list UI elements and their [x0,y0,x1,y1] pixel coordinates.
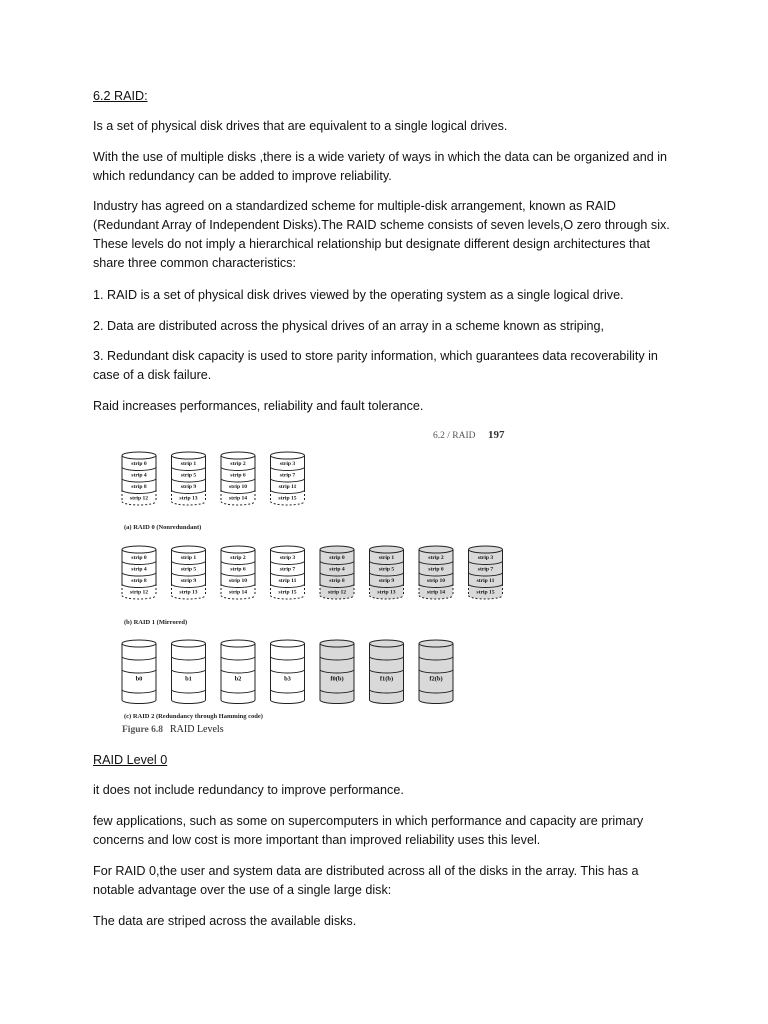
disk-top [320,546,354,553]
disk-top [320,640,354,647]
disk-top [221,452,255,459]
raid0-disk [122,452,156,505]
strip-label: strip 14 [426,589,446,596]
paragraph-applications: few applications, such as some on supercomputers in which performance and capacity are primary concerns and low cost is more important than improved reliability uses this level. [93,814,644,847]
section-heading-raid-level-0: RAID Level 0 [93,753,168,767]
disk-body [320,644,354,704]
raid0-disk [271,452,305,505]
raid2-disk [419,640,453,704]
strip-label: strip 4 [131,472,147,479]
strip-label: strip 10 [228,483,248,490]
strip-label: strip 2 [230,460,246,467]
strip-label: strip 3 [279,460,296,467]
paragraph-multiple-disks: With the use of multiple disks ,there is a wide variety of ways in which the data can be organized and in which redundancy can be added to improve reliability. [93,150,668,183]
strip-label: strip 7 [477,566,494,573]
disk-top [370,640,404,647]
raid2-disk [122,640,156,704]
strip-label: strip 3 [279,554,296,561]
strip-label: strip 0 [131,554,147,561]
paragraph-definition: Is a set of physical disk drives that are equivalent to a single logical drives. [93,119,508,133]
strip-label: strip 12 [129,495,149,502]
raid1-disk [469,546,503,599]
strip-label: strip 1 [378,554,395,561]
disk-top [271,640,305,647]
raid2-disk [370,640,404,704]
strip-label: strip 15 [278,495,297,502]
disk-groups [122,452,503,704]
strip-label: strip 11 [476,577,495,584]
raid1-disk [419,546,453,599]
strip-label: strip 10 [228,577,248,584]
strip-label: strip 7 [279,472,296,479]
strip-label: strip 1 [180,460,197,467]
strip-label: strip 10 [426,577,446,584]
strip-label: strip 14 [228,589,248,596]
disk-top [221,546,255,553]
raid1-disk [370,546,404,599]
raid-figure-canvas [110,422,530,740]
strip-label: strip 11 [278,577,297,584]
hamming-label: f0(b) [330,675,344,683]
disk-top [172,640,206,647]
strip-label: strip 6 [230,472,246,479]
strip-label: strip 1 [180,554,197,561]
raid2-disk [221,640,255,704]
strip-label: strip 15 [476,589,495,596]
disk-top [221,640,255,647]
strip-label: strip 11 [278,483,297,490]
strip-label: strip 9 [180,577,197,584]
paragraph-data-distribution: For RAID 0,the user and system data are distributed across all of the disks in the array. This has a notable advantage over the use of a single large disk: [93,864,639,897]
disk-body [370,644,404,704]
raid2-disk [172,640,206,704]
figure-caption-text: RAID Levels [170,724,224,735]
strip-label: strip 13 [179,495,198,502]
figure-page-number: 197 [488,429,505,441]
strip-label: strip 0 [131,460,147,467]
disk-top [271,546,305,553]
paragraph-no-redundancy: it does not include redundancy to improve performance. [93,783,404,797]
disk-top [370,546,404,553]
raid2-label: (c) RAID 2 (Redundancy through Hamming code) [124,713,263,720]
strip-label: strip 8 [131,483,147,490]
strip-label: strip 0 [329,554,345,561]
strip-label: strip 2 [230,554,246,561]
disk-top [271,452,305,459]
disk-top [172,546,206,553]
figure-page-header: 6.2 / RAID [433,431,476,441]
strip-label: strip 15 [278,589,297,596]
raid2-disk [320,640,354,704]
hamming-label: f1(b) [379,675,394,683]
paragraph-industry-scheme: Industry has agreed on a standardized scheme for multiple-disk arrangement, known as RAID (Redundant Array of Independent Disks).The RAID scheme consists of seven levels,O zero through six. These levels do not imply a hierarchical relationship but designate different design architectures that share three common characteristics: [93,199,670,270]
section-heading-raid: 6.2 RAID: [93,89,148,103]
disk-top [469,546,503,553]
strip-label: strip 5 [378,566,395,573]
strip-label: strip 3 [477,554,494,561]
strip-label: strip 6 [428,566,444,573]
disk-body [172,644,206,704]
paragraph-striped-data: The data are striped across the available disks. [93,914,357,928]
raid2-disk [271,640,305,704]
strip-label: strip 14 [228,495,248,502]
raid1-disk [122,546,156,599]
raid1-label: (b) RAID 1 (Mirrored) [124,619,188,626]
disk-body [221,644,255,704]
disk-body [271,644,305,704]
strip-label: strip 9 [378,577,395,584]
raid-levels-figure [110,422,530,740]
strip-label: strip 13 [179,589,198,596]
disk-top [419,546,453,553]
disk-top [419,640,453,647]
disk-top [122,640,156,647]
hamming-label: f2(b) [429,675,443,683]
raid0-label: (a) RAID 0 (Nonredundant) [124,524,202,531]
raid1-disk [271,546,305,599]
hamming-label: b3 [284,675,291,683]
disk-top [172,452,206,459]
strip-label: strip 7 [279,566,296,573]
disk-body [122,644,156,704]
strip-label: strip 5 [180,566,197,573]
strip-label: strip 8 [131,577,147,584]
hamming-label: b1 [185,675,192,683]
characteristic-2: 2. Data are distributed across the physical drives of an array in a scheme known as striping, [93,319,604,333]
hamming-label: b2 [234,675,242,683]
raid1-disk [320,546,354,599]
strip-label: strip 12 [129,589,149,596]
strip-label: strip 8 [329,577,345,584]
strip-label: strip 4 [329,566,345,573]
strip-label: strip 12 [327,589,347,596]
disk-top [122,546,156,553]
strip-label: strip 5 [180,472,197,479]
raid0-disk [221,452,255,505]
paragraph-raid-benefits: Raid increases performances, reliability and fault tolerance. [93,399,424,413]
strip-label: strip 9 [180,483,197,490]
strip-label: strip 6 [230,566,246,573]
hamming-label: b0 [135,675,143,683]
raid1-disk [221,546,255,599]
strip-label: strip 4 [131,566,147,573]
raid1-disk [172,546,206,599]
disk-top [122,452,156,459]
figure-caption-label: Figure 6.8 [122,725,163,735]
characteristic-3: 3. Redundant disk capacity is used to store parity information, which guarantees data recoverability in case of a disk failure. [93,349,658,382]
characteristic-1: 1. RAID is a set of physical disk drives viewed by the operating system as a single logical drive. [93,288,624,302]
raid0-disk [172,452,206,505]
strip-label: strip 13 [377,589,396,596]
strip-label: strip 2 [428,554,444,561]
disk-body [419,644,453,704]
